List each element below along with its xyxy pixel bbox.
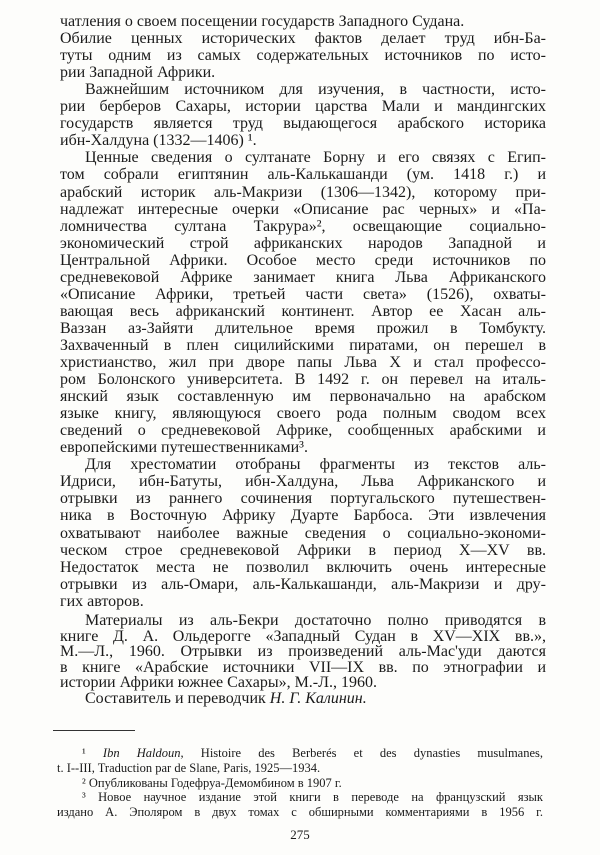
line-text: рии Западной Африки. <box>60 64 216 82</box>
text-line <box>60 507 546 525</box>
line-text: янский язык составленную им первоначально на арабском <box>60 388 546 406</box>
line-text: t. I--III, Traduction par de Slane, Paris, 1925—1934. <box>57 761 321 775</box>
page-number: 275 <box>290 827 310 842</box>
text-line <box>60 490 546 508</box>
line-text: ческом строе средневековой Африки в период X—XV вв. <box>60 541 546 559</box>
italic-text: Н. Г. Калинин. <box>269 689 367 707</box>
footnote-separator <box>53 730 135 731</box>
line-text: государств является труд выдающегося арабского историка <box>60 115 546 133</box>
text-line <box>85 81 546 99</box>
footnote-line <box>57 805 543 819</box>
text-line <box>60 542 546 560</box>
italic-text: Ibn Haldoun, <box>102 746 184 760</box>
line-text: ника в Восточную Африку Дуарте Барбоса. Эти извлечения <box>60 507 546 525</box>
line-text: Составитель и переводчик <box>85 689 270 707</box>
line-text: Для хрестоматии отобраны фрагменты из текстов аль- <box>85 456 546 474</box>
text-line <box>60 13 546 31</box>
line-text: арабский историк аль-Макризи (1306—1342), которому при- <box>60 183 546 201</box>
text-line <box>60 286 546 304</box>
footnote-line <box>57 761 543 775</box>
line-text: Недостаток места не позволил включить очень интересные <box>60 558 546 576</box>
text-line <box>60 252 546 270</box>
line-text: том собрали египтянин аль-Калькашанди (ум. 1418 г.) и <box>60 166 546 184</box>
line-text: ¹ <box>82 746 103 760</box>
line-text: языке книгу, являющуюся своего рода полным сводом всех <box>60 405 546 423</box>
line-text: гих авторов. <box>60 592 144 610</box>
line-text: Центральной Африки. Особое место среди источников по <box>60 251 546 269</box>
text-line <box>60 473 546 491</box>
text-line <box>60 115 546 133</box>
line-text: в книге «Арабские источники VII—IX вв. по этнографии и <box>60 658 546 676</box>
text-line <box>60 371 546 389</box>
line-text: Захваченный в плен сицилийскими пиратами, он перешел в <box>60 336 546 354</box>
line-text: ломничества султана Такрура»², освещающие социально- <box>60 217 546 235</box>
line-text: сведений о средневековой Африке, сообщенных арабскими и <box>60 422 546 440</box>
text-line <box>60 30 546 48</box>
footnote-line <box>82 746 543 760</box>
text-line <box>60 64 546 82</box>
text-line <box>60 337 546 355</box>
line-text: ром Болонского университета. В 1492 г. он перевел на италь- <box>60 371 546 389</box>
line-text: чатления о своем посещении государств Западного Судана. <box>60 13 465 30</box>
line-text: средневековой Африке занимает книга Льва Африканского <box>60 268 546 286</box>
text-line <box>60 559 546 577</box>
line-text: христианство, жил при дворе папы Льва X и стал профессо- <box>60 354 546 371</box>
text-line <box>60 218 546 236</box>
line-text: туты одним из самых содержательных источников по исто- <box>60 47 546 65</box>
line-text: «Описание Африки, третьей части света» (1526), охваты- <box>60 285 546 303</box>
line-text: Ценные сведения о султанате Борну и его связях с Егип- <box>85 149 546 167</box>
text-line <box>60 303 546 321</box>
line-text: надлежат интересные очерки «Описание рас черных» и «Па- <box>60 200 546 218</box>
line-text: издано А. Эполяром в двух томах с обширными комментариями в 1956 г. <box>57 805 543 819</box>
text-line <box>60 184 546 202</box>
text-line <box>60 166 546 184</box>
line-text: истории Африки южнее Сахары», М.-Л., 1960. <box>60 674 377 691</box>
text-line <box>60 132 546 150</box>
line-text: М.—Л., 1960. Отрывки из произведений аль-Мас'уди даются <box>60 643 546 660</box>
line-text: экономический строй африканских народов Западной и <box>60 234 546 252</box>
line-text: ² Опубликованы Годефруа-Демомбином в 1907 г. <box>82 776 342 790</box>
text-line <box>60 576 546 594</box>
footnote-line <box>82 776 543 790</box>
text-line <box>60 98 546 116</box>
text-line <box>60 320 546 338</box>
line-text: Важнейшим источником для изучения, в частности, исто- <box>85 81 546 99</box>
line-text: Ваззан аз-Зайяти длительное время прожил в Томбукту. <box>60 319 546 337</box>
line-text: отрывки из аль-Омари, аль-Калькашанди, аль-Макризи и дру- <box>60 575 546 593</box>
text-line <box>60 388 546 406</box>
text-line <box>60 201 546 219</box>
line-text: Идриси, ибн-Батуты, ибн-Халдуна, Льва Африканского и <box>60 473 546 491</box>
text-line <box>85 690 546 708</box>
text-line <box>85 149 546 167</box>
text-line <box>85 456 546 474</box>
text-line <box>60 593 546 611</box>
text-line <box>60 439 546 457</box>
line-text: Histoire des Berberés et des dynasties musulmanes, <box>183 746 543 760</box>
line-text: Обилие ценных исторических фактов делает труд ибн-Ба- <box>60 30 546 48</box>
text-line <box>60 405 546 423</box>
line-text: европейскими путешественниками³. <box>60 439 308 457</box>
footnote-line <box>82 790 543 804</box>
line-text: Материалы из аль-Бекри достаточно полно приводятся в <box>85 612 546 629</box>
line-text: отрывки из раннего сочинения португальского путешествен- <box>60 490 546 508</box>
text-line <box>60 422 546 440</box>
line-text: книге Д. А. Ольдерогге «Западный Судан в XV—XIX вв.», <box>60 627 546 645</box>
text-line <box>60 47 546 65</box>
text-line <box>60 525 546 543</box>
line-text: охватывают наиболее важные сведения о социально-экономи- <box>60 524 546 542</box>
line-text: рии берберов Сахары, истории царства Мали и мандингских <box>60 98 546 116</box>
text-line <box>60 269 546 287</box>
line-text: вающая весь африканский континент. Автор ее Хасан аль- <box>60 302 546 320</box>
text-line <box>60 354 546 372</box>
line-text: ³ Новое научное издание этой книги в переводе на французский язык <box>82 790 543 804</box>
text-line <box>60 235 546 253</box>
line-text: ибн-Халдуна (1332—1406) ¹. <box>60 132 257 150</box>
